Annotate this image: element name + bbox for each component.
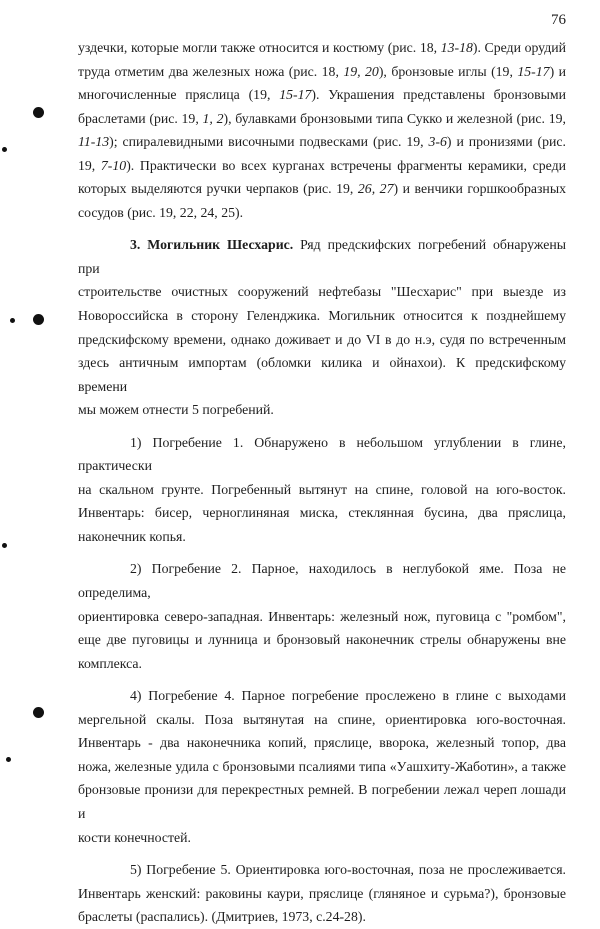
- paragraph: [78, 36, 566, 224]
- text-line: Инвентарь женский: раковины каури, пряслице (гляняное и сурьма?), бронзовые: [78, 885, 566, 901]
- paragraph: [78, 858, 566, 929]
- text-line: бронзовые пронизи для перекрестных ремней. В погребении лежал череп лошади и: [78, 782, 566, 821]
- text-line: ножа, железные удила с бронзовыми псалиями типа «Уашхиту-Жаботин», а также: [78, 758, 566, 774]
- text-line: труда отметим два железных ножа (рис. 18, 19, 20), бронзовые иглы (19, 15-17) и: [78, 63, 566, 79]
- text-line: Новороссийска в сторону Геленджика. Могильник относится к позднейшему: [78, 308, 566, 324]
- text-line: 2) Погребение 2. Парное, находилось в неглубокой яме. Поза не определима,: [78, 561, 566, 601]
- section-heading: 3. Могильник Шесхарис.: [130, 237, 294, 253]
- punch-hole: [10, 318, 15, 323]
- text-line: 19, 7-10). Практически во всех курганах встречены фрагменты керамики, среди: [78, 157, 566, 173]
- text-line: сосудов (рис. 19, 22, 24, 25).: [78, 204, 244, 220]
- paragraph: [78, 557, 566, 675]
- text-line: комплекса.: [78, 655, 142, 671]
- text-line: наконечник копья.: [78, 528, 186, 544]
- paragraph: [78, 684, 566, 849]
- text-line: мергельной скалы. Поза вытянутая на спине, ориентировка юго-восточная.: [78, 711, 566, 727]
- text-line: 11-13); спиралевидными височными подвесками (рис. 19, 3-6) и пронизями (рис.: [78, 134, 566, 150]
- text-line: многочисленные пряслица (19, 15-17). Украшения представлены бронзовыми: [78, 87, 566, 103]
- punch-hole: [33, 314, 44, 325]
- text-line: предскифскому времени, однако доживает и до VI в до н.э, судя по встреченным: [78, 331, 566, 347]
- punch-hole: [33, 707, 44, 718]
- punch-hole: [2, 543, 7, 548]
- text-line: Инвентарь - два наконечника копий, пряслице, вворока, железный топор, два: [78, 735, 566, 751]
- text-line: 1) Погребение 1. Обнаружено в небольшом углублении в глине, практически: [78, 434, 566, 474]
- text-line: 3. Могильник Шесхарис. Ряд предскифских погребений обнаружены при: [78, 237, 567, 276]
- text-line: 4) Погребение 4. Парное погребение прослежено в глине с выходами: [130, 688, 566, 704]
- text-line: на скальном грунте. Погребенный вытянут на спине, головой на юго-восток.: [78, 481, 566, 497]
- text-line: Инвентарь: бисер, черноглиняная миска, стеклянная бусина, два пряслица,: [78, 505, 566, 521]
- text-line: ориентировка северо-западная. Инвентарь: железный нож, пуговица с "ромбом",: [78, 608, 566, 624]
- punch-hole: [33, 107, 44, 118]
- punch-hole: [6, 757, 11, 762]
- text-line: здесь античным импортам (обломки килика и ойнахои). К предскифскому времени: [78, 355, 566, 394]
- text-line: мы можем отнести 5 погребений.: [78, 402, 274, 418]
- text-line: 5) Погребение 5. Ориентировка юго-восточная, поза не прослеживается.: [130, 862, 566, 878]
- document-body: [78, 36, 566, 929]
- page-number: 76: [551, 12, 566, 28]
- text-line: еще две пуговицы и лунница и бронзовый наконечник стрелы обнаружены вне: [78, 632, 566, 648]
- text-line: которых выделяются ручки черпаков (рис. 19, 26, 27) и венчики горшкообразных: [78, 181, 566, 197]
- text-line: строительстве очистных сооружений нефтебазы "Шесхарис" при выезде из: [78, 284, 566, 300]
- punch-hole: [2, 147, 7, 152]
- text-line: браслеты (распались). (Дмитриев, 1973, с.24-28).: [78, 909, 366, 925]
- text-line: браслетами (рис. 19, 1, 2), булавками бронзовыми типа Сукко и железной (рис. 19,: [78, 110, 566, 126]
- paragraph: [78, 233, 566, 421]
- text-line: кости конечностей.: [78, 829, 191, 845]
- paragraph: [78, 431, 566, 549]
- text-line: уздечки, которые могли также относится и костюму (рис. 18, 13-18). Среди орудий: [78, 40, 566, 55]
